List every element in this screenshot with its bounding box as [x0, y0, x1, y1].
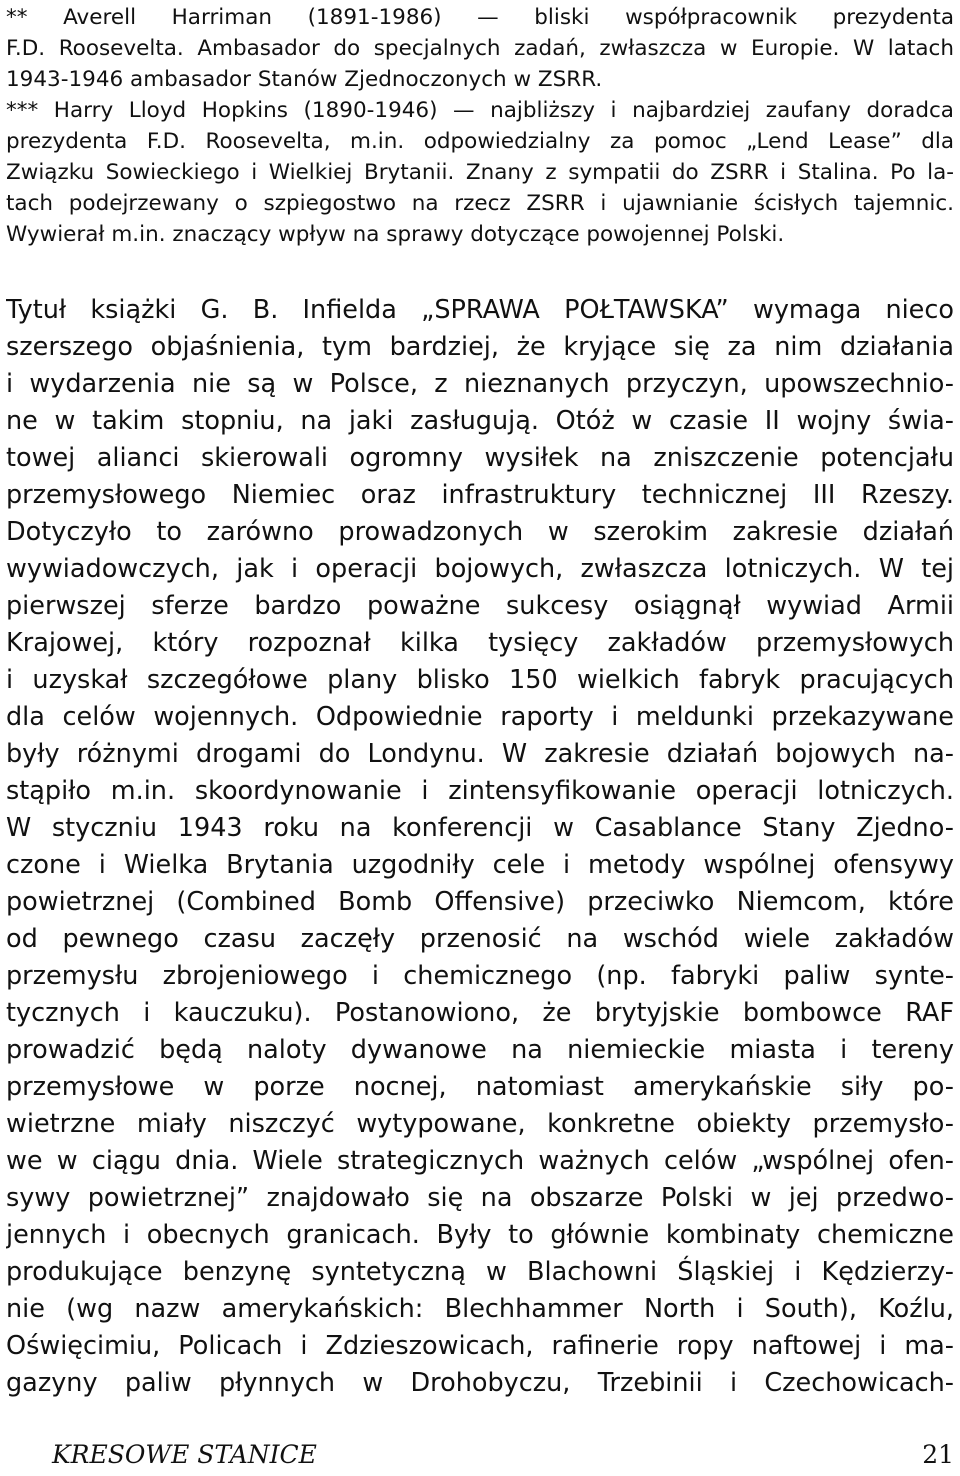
- body-line: W styczniu 1943 roku na konferencji w Casablance Stany Zjedno-: [6, 813, 954, 843]
- footnote-line: ** Averell Harriman (1891-1986) — bliski współpracownik prezydenta: [6, 5, 954, 30]
- body-line: produkujące benzynę syntetyczną w Blachowni Śląskiej i Kędzierzy-: [6, 1257, 954, 1287]
- body-line: Oświęcimiu, Policach i Zdzieszowicach, rafinerie ropy naftowej i ma-: [6, 1331, 954, 1361]
- body-line: od pewnego czasu zaczęły przenosić na wschód wiele zakładów: [6, 924, 954, 954]
- body-line: prowadzić będą naloty dywanowe na niemieckie miasta i tereny: [6, 1035, 954, 1065]
- body-line: tycznych i kauczuku). Postanowiono, że brytyjskie bombowce RAF: [6, 998, 954, 1028]
- body-line: przemysłowego Niemiec oraz infrastruktury technicznej III Rzeszy.: [6, 480, 954, 510]
- body-line: szerszego objaśnienia, tym bardziej, że kryjące się za nim działania: [6, 332, 954, 362]
- body-line: i uzyskał szczegółowe plany blisko 150 wielkich fabryk pracujących: [6, 665, 954, 695]
- body-line: czone i Wielka Brytania uzgodniły cele i metody wspólnej ofensywy: [6, 850, 954, 880]
- body-line: przemysłu zbrojeniowego i chemicznego (np. fabryki paliw synte-: [6, 961, 954, 991]
- body-line: towej alianci skierowali ogromny wysiłek na zniszczenie potencjału: [6, 443, 954, 473]
- page-footer: [52, 1440, 954, 1476]
- body-text: [6, 292, 954, 1402]
- footnote-line: 1943-1946 ambasador Stanów Zjednoczonych w ZSRR.: [6, 67, 603, 92]
- body-line: dla celów wojennych. Odpowiednie raporty i meldunki przekazywane: [6, 702, 954, 732]
- body-line: Dotyczyło to zarówno prowadzonych w szerokim zakresie działań: [6, 517, 954, 547]
- body-line: stąpiło m.in. skoordynowanie i zintensyfikowanie operacji lotniczych.: [6, 776, 954, 806]
- running-title: KRESOWE STANICE: [52, 1440, 317, 1469]
- body-line: gazyny paliw płynnych w Drohobyczu, Trzebinii i Czechowicach-: [6, 1368, 954, 1398]
- body-line: wywiadowczych, jak i operacji bojowych, zwłaszcza lotniczych. W tej: [6, 554, 954, 584]
- body-line: i wydarzenia nie są w Polsce, z nieznanych przyczyn, upowszechnio-: [6, 369, 954, 399]
- footnotes: [6, 2, 954, 250]
- body-line: jennych i obecnych granicach. Były to głównie kombinaty chemiczne: [6, 1220, 954, 1250]
- body-line: ne w takim stopniu, na jaki zasługują. Otóż w czasie II wojny świa-: [6, 406, 954, 436]
- body-line: pierwszej sferze bardzo poważne sukcesy osiągnął wywiad Armii: [6, 591, 954, 621]
- page-number: 21: [922, 1440, 954, 1469]
- body-line: Tytuł książki G. B. Infielda „SPRAWA POŁTAWSKA” wymaga nieco: [6, 295, 954, 325]
- footnote-line: F.D. Roosevelta. Ambasador do specjalnych zadań, zwłaszcza w Europie. W latach: [6, 36, 954, 61]
- footnote-line: tach podejrzewany o szpiegostwo na rzecz ZSRR i ujawnianie ścisłych tajemnic.: [6, 191, 954, 216]
- footnote-line: Wywierał m.in. znaczący wpływ na sprawy dotyczące powojennej Polski.: [6, 222, 785, 247]
- body-line: wietrzne miały niszczyć wytypowane, konkretne obiekty przemysło-: [6, 1109, 954, 1139]
- body-line: Krajowej, który rozpoznał kilka tysięcy zakładów przemysłowych: [6, 628, 954, 658]
- body-line: nie (wg nazw amerykańskich: Blechhammer North i South), Koźlu,: [6, 1294, 954, 1324]
- body-line: sywy powietrznej” znajdowało się na obszarze Polski w jej przedwo-: [6, 1183, 954, 1213]
- footnote-line: Związku Sowieckiego i Wielkiej Brytanii. Znany z sympatii do ZSRR i Stalina. Po la-: [6, 160, 954, 185]
- footnote-line: *** Harry Lloyd Hopkins (1890-1946) — najbliższy i najbardziej zaufany doradca: [6, 98, 954, 123]
- body-line: były różnymi drogami do Londynu. W zakresie działań bojowych na-: [6, 739, 954, 769]
- body-line: powietrznej (Combined Bomb Offensive) przeciwko Niemcom, które: [6, 887, 954, 917]
- body-line: we w ciągu dnia. Wiele strategicznych ważnych celów „wspólnej ofen-: [6, 1146, 954, 1176]
- footnote-line: prezydenta F.D. Roosevelta, m.in. odpowiedzialny za pomoc „Lend Lease” dla: [6, 129, 954, 154]
- body-line: przemysłowe w porze nocnej, natomiast amerykańskie siły po-: [6, 1072, 954, 1102]
